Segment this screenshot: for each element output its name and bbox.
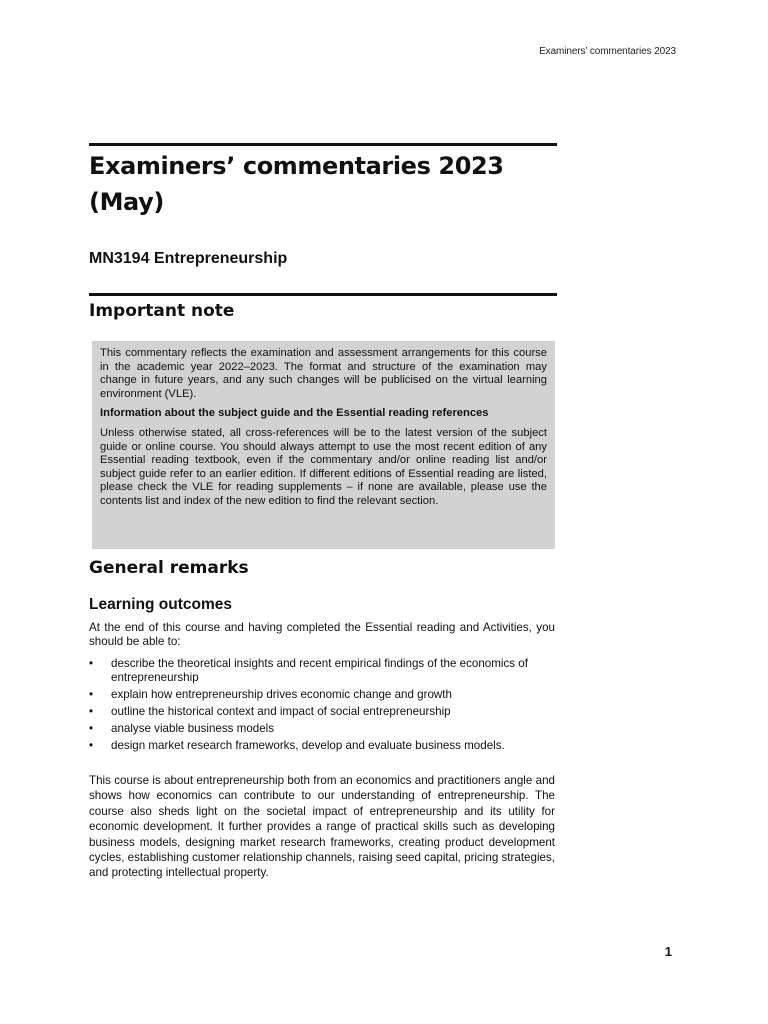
- page-title: Examiners’ commentaries 2023 (May): [89, 152, 504, 216]
- note-subheading: Information about the subject guide and the Essential reading references: [100, 407, 489, 420]
- list-item: • design market research frameworks, develop and evaluate business models.: [89, 739, 505, 752]
- title-top-rule: [89, 143, 557, 146]
- course-title: MN3194 Entrepreneurship: [89, 250, 288, 267]
- running-header: Examiners’ commentaries 2023: [539, 46, 676, 57]
- list-item: • outline the historical context and impact of social entrepreneurship: [89, 705, 451, 718]
- learning-outcomes-list: [89, 657, 555, 756]
- bullet-icon: •: [89, 688, 94, 701]
- learning-outcomes-heading: Learning outcomes: [89, 596, 232, 613]
- important-note-heading: Important note: [89, 301, 235, 321]
- bullet-icon: •: [89, 705, 94, 718]
- section-rule: [89, 293, 557, 296]
- list-item: • analyse viable business models: [89, 722, 275, 735]
- bullet-icon: •: [89, 657, 94, 670]
- list-item: • describe the theoretical insights and recent empirical findings of the economics of entrepreneurship: [89, 657, 528, 684]
- bullet-icon: •: [89, 739, 94, 752]
- important-note-box: [92, 341, 555, 549]
- learning-outcomes-intro: At the end of this course and having completed the Essential reading and Activities, you should be able to:: [89, 621, 555, 648]
- bullet-icon: •: [89, 722, 94, 735]
- note-paragraph-arrangements: This commentary reflects the examination and assessment arrangements for this course in the academic year 2022–2023. The format and structure of the examination may change in future years, and any such changes will be publicised on the virtual learning environment (VLE).: [100, 347, 547, 400]
- general-remarks-heading: General remarks: [89, 558, 249, 578]
- note-paragraph-references: Unless otherwise stated, all cross-references will be to the latest version of the subject guide or online course. You should always attempt to use the most recent edition of any Essential reading textbook, even if the commentary and/or online reading list and/or subject guide refer to an earlier edition. If different editions of Essential reading are listed, please check the VLE for reading supplements – if none are available, please use the contents list and index of the new edition to find the relevant section.: [100, 426, 547, 507]
- course-description-paragraph: This course is about entrepreneurship both from an economics and practitioners angle and shows how economics can contribute to our understanding of entrepreneurship. The course also sheds light on the societal impact of entrepreneurship and its utility for economic development. It further provides a range of practical skills such as developing business models, designing market research frameworks, creating product development cycles, establishing customer relationship channels, raising seed capital, pricing strategies, and protecting intellectual property.: [89, 774, 555, 880]
- list-item: • explain how entrepreneurship drives economic change and growth: [89, 688, 452, 701]
- page-number: 1: [664, 944, 672, 959]
